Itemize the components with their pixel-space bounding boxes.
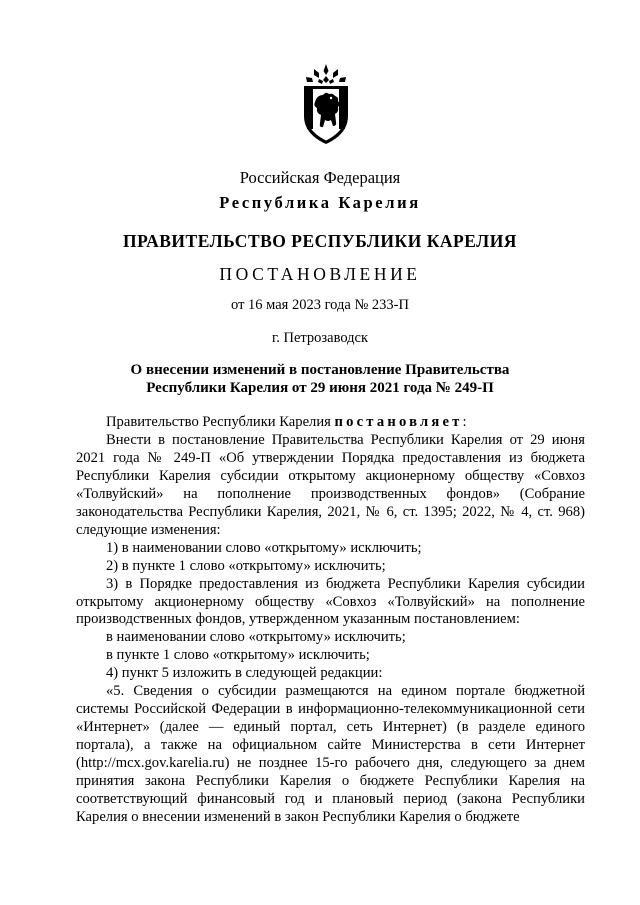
body-paragraph-1: Внести в постановление Правительства Республики Карелия от 29 июня 2021 года № 249-П «Об утверждении Порядка предоставления из бюджета Республики Карелия субсидии открытому акционерному обществу «Совхоз «Толвуйский» на пополнение производственных фондов» (Собрание законодательства Республики Карелия, 2021, № 6, ст. 1395; 2022, № 4, ст. 968) следующие изменения:	[76, 431, 585, 538]
republic-name: Республика Карелия	[219, 193, 421, 212]
body-paragraph-6: в пункте 1 слово «открытому» исключить;	[106, 647, 370, 664]
document-city: г. Петрозаводск	[271, 330, 369, 346]
document-title-line-1: О внесении изменений в постановление Правительства	[130, 362, 510, 378]
document-date-number: от 16 мая 2023 года № 233-П	[231, 297, 409, 313]
document-body	[76, 414, 585, 827]
intro-prefix: Правительство Республики Карелия	[106, 414, 335, 430]
country-name: Российская Федерация	[239, 168, 401, 187]
body-paragraph-3: 2) в пункте 1 слово «открытому» исключить;	[106, 557, 386, 574]
document-type: ПОСТАНОВЛЕНИЕ	[219, 264, 421, 284]
body-paragraph-4: 3) в Порядке предоставления из бюджета Республики Карелия субсидии открытому акционерному обществу «Совхоз «Толвуйский» на пополнение производственных фондов, утвержденном указанным постановлением:	[76, 575, 585, 628]
intro-suffix: :	[462, 414, 467, 430]
intro-paragraph	[76, 414, 585, 432]
document-title-line-2: Республики Карелия от 29 июня 2021 года № 249-П	[146, 380, 494, 396]
body-paragraph-2: 1) в наименовании слово «открытому» исключить;	[106, 539, 422, 556]
body-paragraph-5: в наименовании слово «открытому» исключить;	[106, 629, 406, 646]
intro-resolves: постановляет	[334, 414, 463, 430]
government-name: ПРАВИТЕЛЬСТВО РЕСПУБЛИКИ КАРЕЛИЯ	[123, 231, 517, 251]
karelia-coat-of-arms-icon	[297, 64, 355, 146]
body-paragraph-7: 4) пункт 5 изложить в следующей редакции:	[106, 665, 383, 682]
body-paragraph-8: «5. Сведения о субсидии размещаются на едином портале бюджетной системы Российской Федерации в информационно-телекоммуникационной сети «Интернет» (далее — единый портал, сеть Интернет) (в разделе единого портала), а также на официальном сайте Министерства в сети Интернет (http://mcx.gov.karelia.ru) не позднее 15-го рабочего дня, следующего за днем принятия закона Республики Карелия о бюджете Республики Карелия на соответствующий финансовый год и плановый период (закона Республики Карелия о внесении изменений в закон Республики Карелия о бюджете	[76, 683, 585, 825]
